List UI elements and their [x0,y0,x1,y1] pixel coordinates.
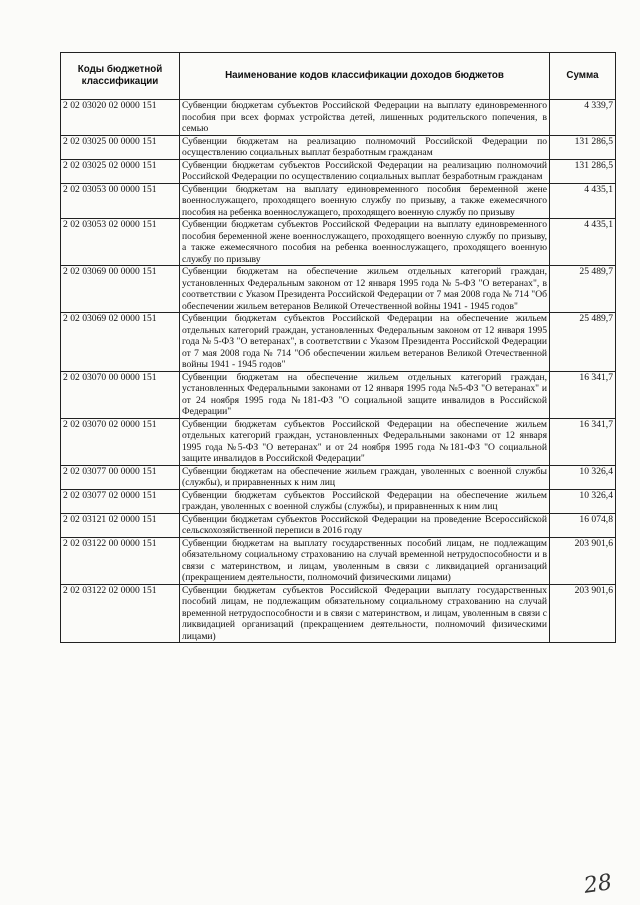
table-row [61,313,616,372]
header-code: Коды бюджетной классификации [61,53,180,100]
sum-cell: 203 901,6 [550,537,616,584]
page-number: 28 [582,870,614,899]
sum-cell: 4 435,1 [550,183,616,219]
table-row [61,513,616,537]
code-cell: 2 02 03053 00 0000 151 [61,183,180,219]
table-row [61,371,616,418]
header-name: Наименование кодов классификации доходов бюджетов [180,53,550,100]
table-row [61,465,616,489]
sum-cell: 16 074,8 [550,513,616,537]
table-row [61,100,616,136]
code-cell: 2 02 03069 02 0000 151 [61,313,180,372]
code-cell: 2 02 03020 02 0000 151 [61,100,180,136]
table-row [61,159,616,183]
table-row [61,489,616,513]
name-cell: Субвенции бюджетам на обеспечение жильем отдельных категорий граждан, установленных Федеральным законом от 12 января 1995 года № 5-ФЗ "О ветеранах", в соответствии с Указом Президента Российской Федерации от 7 мая 2008 года № 714 "Об обеспечении жильем ветеранов Великой Отечественной войны 1941 - 1945 годов" [180,266,550,313]
code-cell: 2 02 03077 02 0000 151 [61,489,180,513]
code-cell: 2 02 03025 02 0000 151 [61,159,180,183]
name-cell: Субвенции бюджетам на обеспечение жильем отдельных категорий граждан, установленных Федеральными законами от 12 января 1995 года №5-ФЗ "О ветеранах" и от 24 ноября 1995 года №181-ФЗ "О социальной защите инвалидов в Российской Федерации" [180,371,550,418]
code-cell: 2 02 03053 02 0000 151 [61,219,180,266]
header-sum: Сумма [550,53,616,100]
sum-cell: 131 286,5 [550,135,616,159]
name-cell: Субвенции бюджетам субъектов Российской Федерации выплату государственных пособий лицам, не подлежащим обязательному социальному страхованию на случай временной нетрудоспособности и в связи с материнством, и лицам, уволенным в связи с ликвидацией организаций (прекращением деятельности, полномочий физическими лицами) [180,584,550,643]
sum-cell: 203 901,6 [550,584,616,643]
name-cell: Субвенции бюджетам субъектов Российской Федерации на выплату единовременного пособия при всех формах устройства детей, лишенных родительского попечения, в семью [180,100,550,136]
sum-cell: 131 286,5 [550,159,616,183]
code-cell: 2 02 03070 02 0000 151 [61,418,180,465]
name-cell: Субвенции бюджетам на обеспечение жильем граждан, уволенных с военной службы (службы), и приравненных к ним лиц [180,465,550,489]
name-cell: Субвенции бюджетам субъектов Российской Федерации на обеспечение жильем отдельных категорий граждан, установленных Федеральными законами от 12 января 1995 года №5-ФЗ "О ветеранах" и от 24 ноября 1995 года №181-ФЗ "О социальной защите инвалидов в Российской Федерации" [180,418,550,465]
code-cell: 2 02 03122 00 0000 151 [61,537,180,584]
name-cell: Субвенции бюджетам на выплату государственных пособий лицам, не подлежащим обязательному социальному страхованию на случай временной нетрудоспособности и в связи с материнством, и лицам, уволенным в связи с ликвидацией организаций (прекращением деятельности, полномочий физическими лицами) [180,537,550,584]
sum-cell: 16 341,7 [550,371,616,418]
table-row [61,418,616,465]
name-cell: Субвенции бюджетам субъектов Российской Федерации на проведение Всероссийской сельскохозяйственной переписи в 2016 году [180,513,550,537]
table-row [61,183,616,219]
sum-cell: 25 489,7 [550,266,616,313]
table-row [61,135,616,159]
code-cell: 2 02 03069 00 0000 151 [61,266,180,313]
sum-cell: 10 326,4 [550,489,616,513]
table-row [61,537,616,584]
table-row [61,584,616,643]
sum-cell: 4 339,7 [550,100,616,136]
sum-cell: 16 341,7 [550,418,616,465]
budget-revenue-table [60,52,616,643]
name-cell: Субвенции бюджетам субъектов Российской Федерации на обеспечение жильем отдельных категорий граждан, установленных Федеральным законом от 12 января 1995 года № 5-ФЗ "О ветеранах", в соответствии с Указом Президента Российской Федерации от 7 мая 2008 года № 714 "Об обеспечении жильем ветеранов Великой Отечественной войны 1941 - 1945 годов" [180,313,550,372]
name-cell: Субвенции бюджетам субъектов Российской Федерации на выплату единовременного пособия беременной жене военнослужащего, проходящего военную службу по призыву, а также ежемесячного пособия на ребенка военнослужащего, проходящего военную службу по призыву [180,219,550,266]
name-cell: Субвенции бюджетам на выплату единовременного пособия беременной жене военнослужащего, проходящего военную службу по призыву, а также ежемесячного пособия на ребенка военнослужащего, проходящего военную службу по призыву [180,183,550,219]
sum-cell: 10 326,4 [550,465,616,489]
code-cell: 2 02 03070 00 0000 151 [61,371,180,418]
sum-cell: 4 435,1 [550,219,616,266]
name-cell: Субвенции бюджетам на реализацию полномочий Российской Федерации по осуществлению социальных выплат безработным гражданам [180,135,550,159]
code-cell: 2 02 03121 02 0000 151 [61,513,180,537]
sum-cell: 25 489,7 [550,313,616,372]
table-row [61,219,616,266]
table-row [61,266,616,313]
code-cell: 2 02 03122 02 0000 151 [61,584,180,643]
table-header-row [61,53,616,100]
name-cell: Субвенции бюджетам субъектов Российской Федерации на реализацию полномочий Российской Федерации по осуществлению социальных выплат безработным гражданам [180,159,550,183]
name-cell: Субвенции бюджетам субъектов Российской Федерации на обеспечение жильем граждан, уволенных с военной службы (службы), и приравненных к ним лиц [180,489,550,513]
code-cell: 2 02 03077 00 0000 151 [61,465,180,489]
code-cell: 2 02 03025 00 0000 151 [61,135,180,159]
